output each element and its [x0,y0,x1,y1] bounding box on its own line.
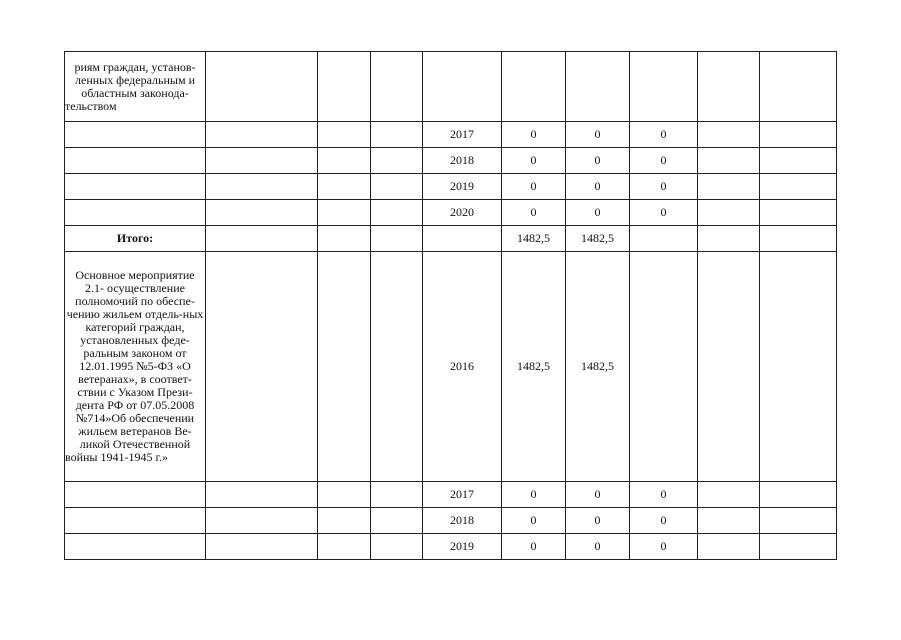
empty-cell [698,122,760,148]
empty-cell [630,52,698,122]
empty-cell [698,148,760,174]
empty-cell [318,122,371,148]
empty-cell [206,252,318,482]
value-cell: 0 [502,508,566,534]
empty-cell [760,148,837,174]
empty-cell [371,200,423,226]
value-cell: 0 [630,508,698,534]
value-cell: 0 [566,534,630,560]
empty-cell [371,252,423,482]
empty-cell [206,226,318,252]
table-row [65,200,837,226]
empty-cell [760,52,837,122]
total-value-cell: 1482,5 [566,226,630,252]
value-cell: 0 [630,482,698,508]
table-row [65,482,837,508]
value-cell: 0 [630,122,698,148]
empty-cell [206,482,318,508]
empty-cell [65,534,206,560]
empty-cell [206,200,318,226]
value-cell: 0 [630,148,698,174]
year-cell: 2017 [423,122,502,148]
value-cell: 0 [502,534,566,560]
year-cell: 2016 [423,252,502,482]
empty-cell [502,52,566,122]
empty-cell [371,482,423,508]
empty-cell [371,226,423,252]
value-cell: 0 [566,200,630,226]
value-cell: 0 [630,174,698,200]
description-text: риям граждан, установ-ленных федеральным и областным законода-тельством [65,59,196,113]
table-row [65,52,837,122]
empty-cell [318,534,371,560]
empty-cell [760,174,837,200]
table-row [65,534,837,560]
table-row [65,252,837,482]
value-cell: 0 [566,122,630,148]
empty-cell [318,148,371,174]
empty-cell [65,122,206,148]
empty-cell [318,52,371,122]
empty-cell [698,226,760,252]
description-cell [65,52,206,122]
empty-cell [318,200,371,226]
empty-cell [760,252,837,482]
empty-cell [698,200,760,226]
table-row [65,174,837,200]
total-label: Итого: [65,226,206,252]
table-row-total [65,226,837,252]
empty-cell [206,534,318,560]
empty-cell [65,200,206,226]
value-cell: 0 [502,482,566,508]
value-cell: 0 [630,534,698,560]
table-row [65,148,837,174]
empty-cell [423,226,502,252]
empty-cell [630,226,698,252]
empty-cell [371,148,423,174]
empty-cell [318,508,371,534]
empty-cell [318,482,371,508]
value-cell: 0 [566,174,630,200]
empty-cell [65,482,206,508]
empty-cell [318,174,371,200]
empty-cell [760,508,837,534]
empty-cell [698,174,760,200]
empty-cell [371,534,423,560]
empty-cell [698,534,760,560]
empty-cell [371,508,423,534]
year-cell: 2018 [423,508,502,534]
year-cell: 2019 [423,534,502,560]
empty-cell [423,52,502,122]
empty-cell [371,52,423,122]
empty-cell [698,52,760,122]
value-cell: 0 [566,482,630,508]
empty-cell [760,122,837,148]
value-cell: 1482,5 [566,252,630,482]
empty-cell [318,226,371,252]
table-row [65,122,837,148]
description-cell [65,252,206,482]
empty-cell [206,148,318,174]
empty-cell [65,148,206,174]
empty-cell [371,122,423,148]
empty-cell [698,482,760,508]
year-cell: 2018 [423,148,502,174]
empty-cell [65,174,206,200]
table-row [65,508,837,534]
empty-cell [760,534,837,560]
value-cell: 0 [502,148,566,174]
value-cell: 0 [566,148,630,174]
empty-cell [760,226,837,252]
empty-cell [760,200,837,226]
empty-cell [698,252,760,482]
empty-cell [206,122,318,148]
year-cell: 2020 [423,200,502,226]
value-cell: 0 [502,122,566,148]
total-value-cell: 1482,5 [502,226,566,252]
empty-cell [206,52,318,122]
description-text: Основное мероприятие 2.1- осуществление полномочий по обеспе-чению жильем отдель-ных категорий граждан, установленных феде-ральным законом от 12.01.1995 №5-ФЗ «О ветеранах», в соответ-ствии с Указом Прези-дента РФ от 07.05.2008 №714»Об обеспечении жильем ветеранов Ве-ликой Отечественной войны 1941-1945 г.» [65,268,204,464]
empty-cell [371,174,423,200]
value-cell: 0 [630,200,698,226]
value-cell: 0 [502,174,566,200]
value-cell: 0 [566,508,630,534]
empty-cell [65,508,206,534]
empty-cell [206,174,318,200]
value-cell: 0 [502,200,566,226]
value-cell: 1482,5 [502,252,566,482]
empty-cell [630,252,698,482]
empty-cell [760,482,837,508]
empty-cell [318,252,371,482]
empty-cell [206,508,318,534]
empty-cell [698,508,760,534]
year-cell: 2019 [423,174,502,200]
empty-cell [566,52,630,122]
funding-table [64,51,837,560]
year-cell: 2017 [423,482,502,508]
